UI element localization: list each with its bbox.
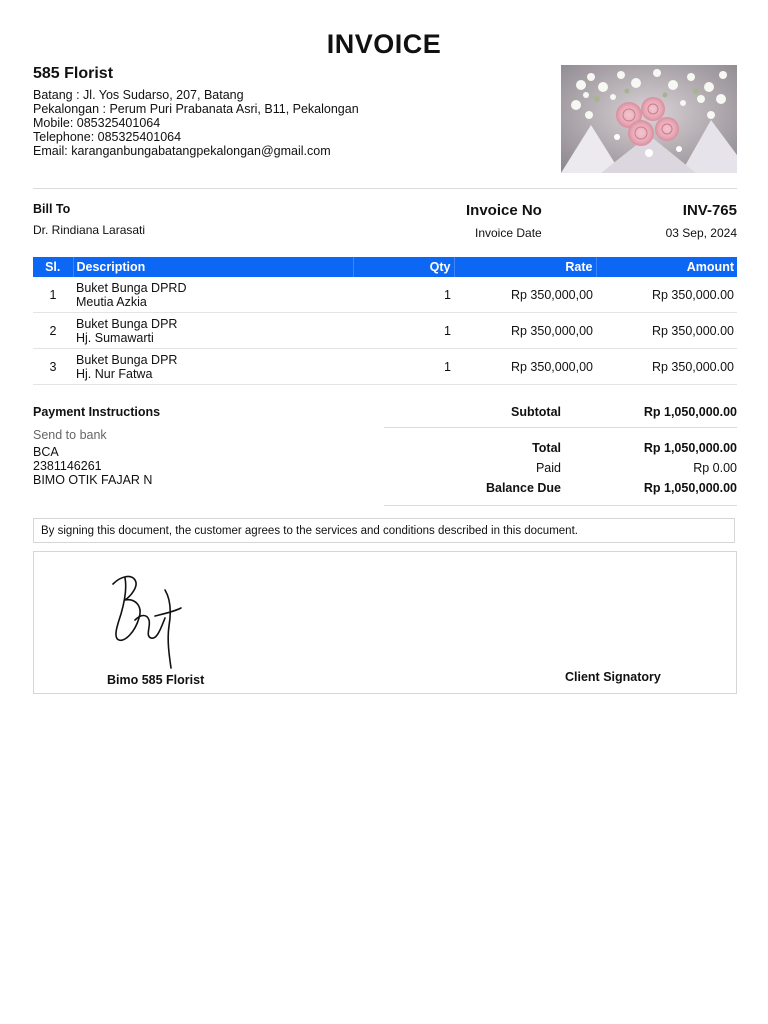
paid-label: Paid bbox=[535, 461, 561, 475]
payment-account: 2381146261 bbox=[33, 459, 102, 473]
header-sl: Sl. bbox=[33, 257, 73, 277]
subtotal-label: Subtotal bbox=[511, 405, 561, 419]
company-email: Email: karanganbungabatangpekalongan@gmail.com bbox=[33, 144, 331, 158]
agreement-text: By signing this document, the customer agrees to the services and conditions described in this document. bbox=[33, 518, 735, 543]
row-desc-line1: Buket Bunga DPRD bbox=[76, 280, 187, 295]
row-desc-line1: Buket Bunga DPR bbox=[76, 316, 178, 331]
total-value: Rp 1,050,000.00 bbox=[643, 441, 737, 455]
company-info bbox=[33, 65, 513, 158]
row-rate: Rp 350,000,00 bbox=[454, 349, 596, 385]
payment-bank: BCA bbox=[33, 445, 59, 459]
divider-totals bbox=[384, 427, 737, 428]
company-address-pekalongan: Pekalongan : Perum Puri Prabanata Asri, B11, Pekalongan bbox=[33, 102, 359, 116]
row-qty: 1 bbox=[353, 313, 454, 349]
total-label: Total bbox=[532, 441, 561, 455]
table-header-row bbox=[33, 257, 737, 277]
table-row bbox=[33, 349, 737, 385]
header-rate: Rate bbox=[454, 257, 596, 277]
handwritten-signature bbox=[109, 570, 189, 670]
row-desc-line1: Buket Bunga DPR bbox=[76, 352, 178, 367]
row-sl: 1 bbox=[33, 277, 73, 313]
row-rate: Rp 350,000,00 bbox=[454, 277, 596, 313]
invoice-title: INVOICE bbox=[326, 29, 442, 59]
row-amount: Rp 350,000.00 bbox=[596, 313, 737, 349]
signature-right-label: Client Signatory bbox=[565, 670, 661, 684]
divider-top bbox=[33, 188, 737, 189]
row-description bbox=[73, 313, 353, 349]
company-name: 585 Florist bbox=[33, 65, 114, 82]
balance-due-label: Balance Due bbox=[485, 481, 561, 495]
table-row bbox=[33, 313, 737, 349]
balance-due-value: Rp 1,050,000.00 bbox=[643, 481, 737, 495]
row-description bbox=[73, 277, 353, 313]
signature-box bbox=[33, 551, 737, 694]
row-desc-line2: Meutia Azkia bbox=[76, 294, 147, 309]
company-mobile: Mobile: 085325401064 bbox=[33, 116, 161, 130]
items-table bbox=[33, 257, 737, 385]
header-amount: Amount bbox=[596, 257, 737, 277]
payment-subtitle: Send to bank bbox=[33, 428, 107, 442]
header-description: Description bbox=[73, 257, 353, 277]
row-qty: 1 bbox=[353, 277, 454, 313]
row-qty: 1 bbox=[353, 349, 454, 385]
row-amount: Rp 350,000.00 bbox=[596, 277, 737, 313]
row-desc-line2: Hj. Nur Fatwa bbox=[76, 366, 153, 381]
signature-left-label: Bimo 585 Florist bbox=[107, 673, 205, 687]
invoice-number: INV-765 bbox=[682, 202, 737, 219]
row-sl: 3 bbox=[33, 349, 73, 385]
paid-value: Rp 0.00 bbox=[693, 461, 737, 475]
row-desc-line2: Hj. Sumawarti bbox=[76, 330, 154, 345]
company-address-batang: Batang : Jl. Yos Sudarso, 207, Batang bbox=[33, 88, 244, 102]
payment-instructions-title: Payment Instructions bbox=[33, 405, 161, 419]
invoice-date: 03 Sep, 2024 bbox=[665, 226, 737, 240]
divider-bottom bbox=[384, 505, 737, 506]
row-rate: Rp 350,000,00 bbox=[454, 313, 596, 349]
bill-to-name: Dr. Rindiana Larasati bbox=[33, 223, 146, 237]
invoice-date-label: Invoice Date bbox=[475, 226, 542, 240]
table-row bbox=[33, 277, 737, 313]
row-description bbox=[73, 349, 353, 385]
row-sl: 2 bbox=[33, 313, 73, 349]
company-telephone: Telephone: 085325401064 bbox=[33, 130, 182, 144]
bouquet-photo bbox=[561, 65, 737, 173]
invoice-number-label: Invoice No bbox=[466, 202, 542, 219]
payment-holder: BIMO OTIK FAJAR N bbox=[33, 473, 153, 487]
bill-to-label: Bill To bbox=[33, 202, 71, 216]
subtotal-value: Rp 1,050,000.00 bbox=[643, 405, 737, 419]
row-amount: Rp 350,000.00 bbox=[596, 349, 737, 385]
header-qty: Qty bbox=[353, 257, 454, 277]
